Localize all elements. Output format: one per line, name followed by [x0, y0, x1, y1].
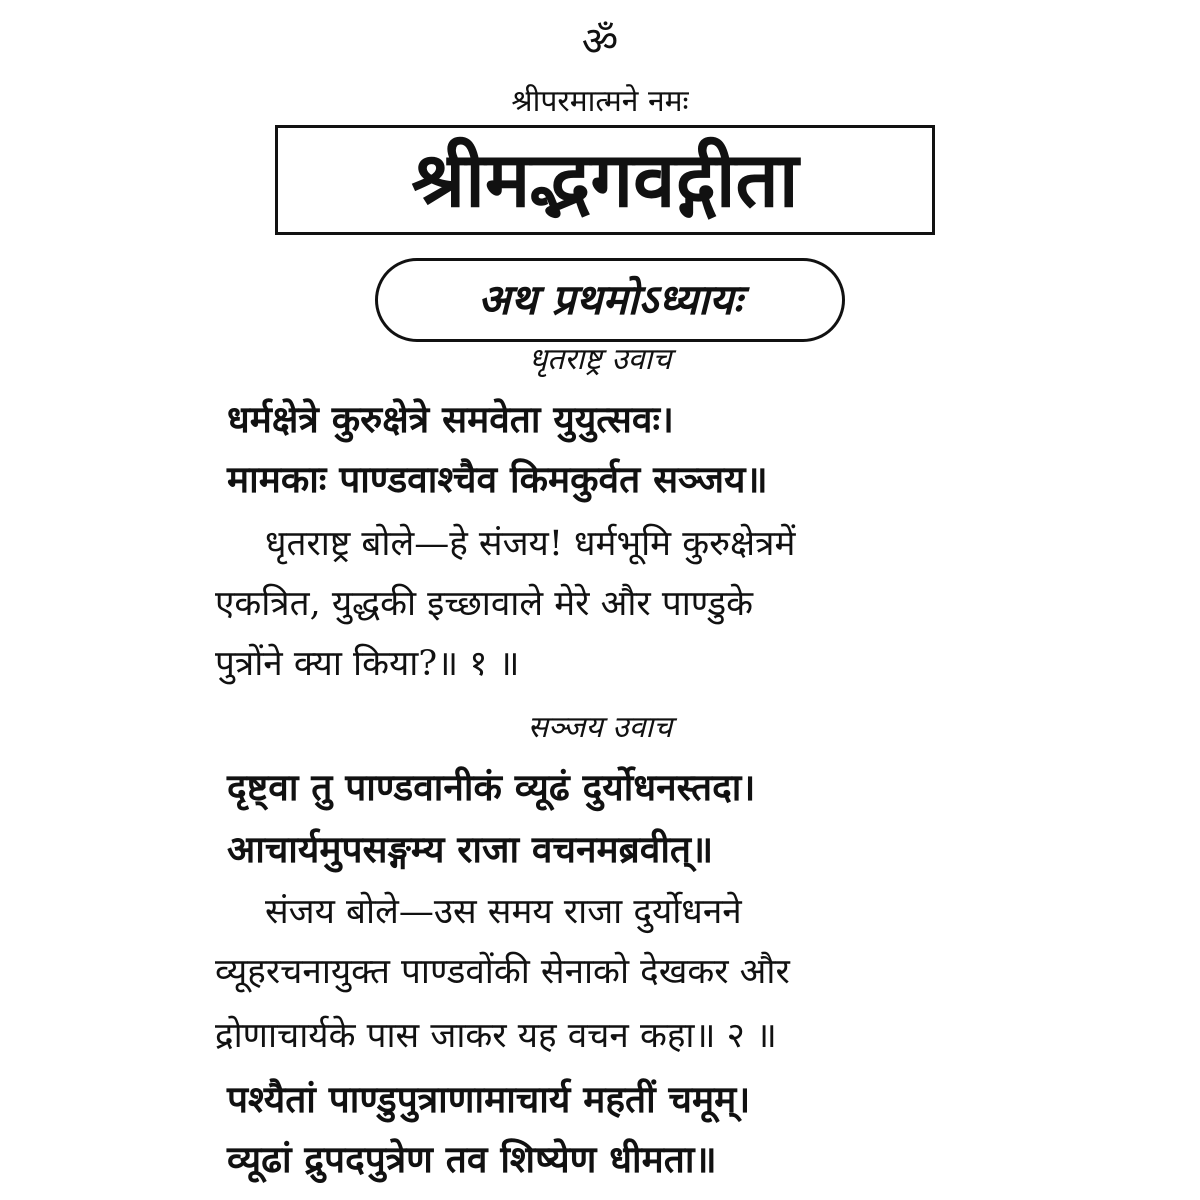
translation-1-line-1: धृतराष्ट्र बोले—हे संजय! धर्मभूमि कुरुक्षेत्रमें	[265, 524, 796, 564]
verse-text: व्यूढां द्रुपदपुत्रेण तव शिष्येण धीमता॥	[227, 1138, 717, 1181]
verse-text: मामकाः पाण्डवाश्चैव किमकुर्वत सञ्जय॥	[227, 458, 768, 501]
verse-text: पश्यैतां पाण्डुपुत्राणामाचार्य महतीं चमूम्।	[227, 1078, 751, 1121]
gita-page	[215, 0, 985, 1200]
verse-text: धर्मक्षेत्रे कुरुक्षेत्रे समवेता युयुत्सवः।	[227, 398, 674, 441]
verse-3-line-1	[227, 1072, 977, 1128]
verse-1-line-1	[227, 392, 977, 448]
verse-2-line-2	[227, 822, 977, 878]
verse-text: आचार्यमुपसङ्गम्य राजा वचनमब्रवीत्॥	[227, 828, 714, 871]
verse-1-line-2	[227, 452, 977, 508]
chapter-heading-box	[375, 258, 845, 342]
translation-2-line-3: द्रोणाचार्यके पास जाकर यह वचन कहा॥ २ ॥	[215, 1016, 777, 1056]
translation-1-line-3: पुत्रोंने क्या किया?॥ १ ॥	[215, 644, 520, 684]
verse-text: दृष्ट्वा तु पाण्डवानीकं व्यूढं दुर्योधनस्तदा।	[227, 766, 756, 809]
speaker-sanjaya: सञ्जय उवाच	[527, 710, 673, 745]
invocation-line: श्रीपरमात्मने नमः	[511, 84, 689, 119]
title-box	[275, 125, 935, 235]
translation-2-line-2: व्यूहरचनायुक्त पाण्डवोंकी सेनाको देखकर और	[215, 952, 790, 992]
page-title: श्रीमद्भगवद्गीता	[411, 135, 799, 224]
translation-1-line-2: एकत्रित, युद्धकी इच्छावाले मेरे और पाण्डुके	[215, 584, 753, 624]
speaker-dhritarashtra: धृतराष्ट्र उवाच	[528, 342, 672, 377]
translation-2-line-1: संजय बोले—उस समय राजा दुर्योधनने	[265, 892, 742, 932]
verse-2-line-1	[227, 760, 977, 816]
chapter-heading: अथ प्रथमोऽध्यायः	[478, 275, 742, 324]
om-symbol: ॐ	[581, 19, 619, 65]
verse-3-line-2	[227, 1132, 977, 1188]
